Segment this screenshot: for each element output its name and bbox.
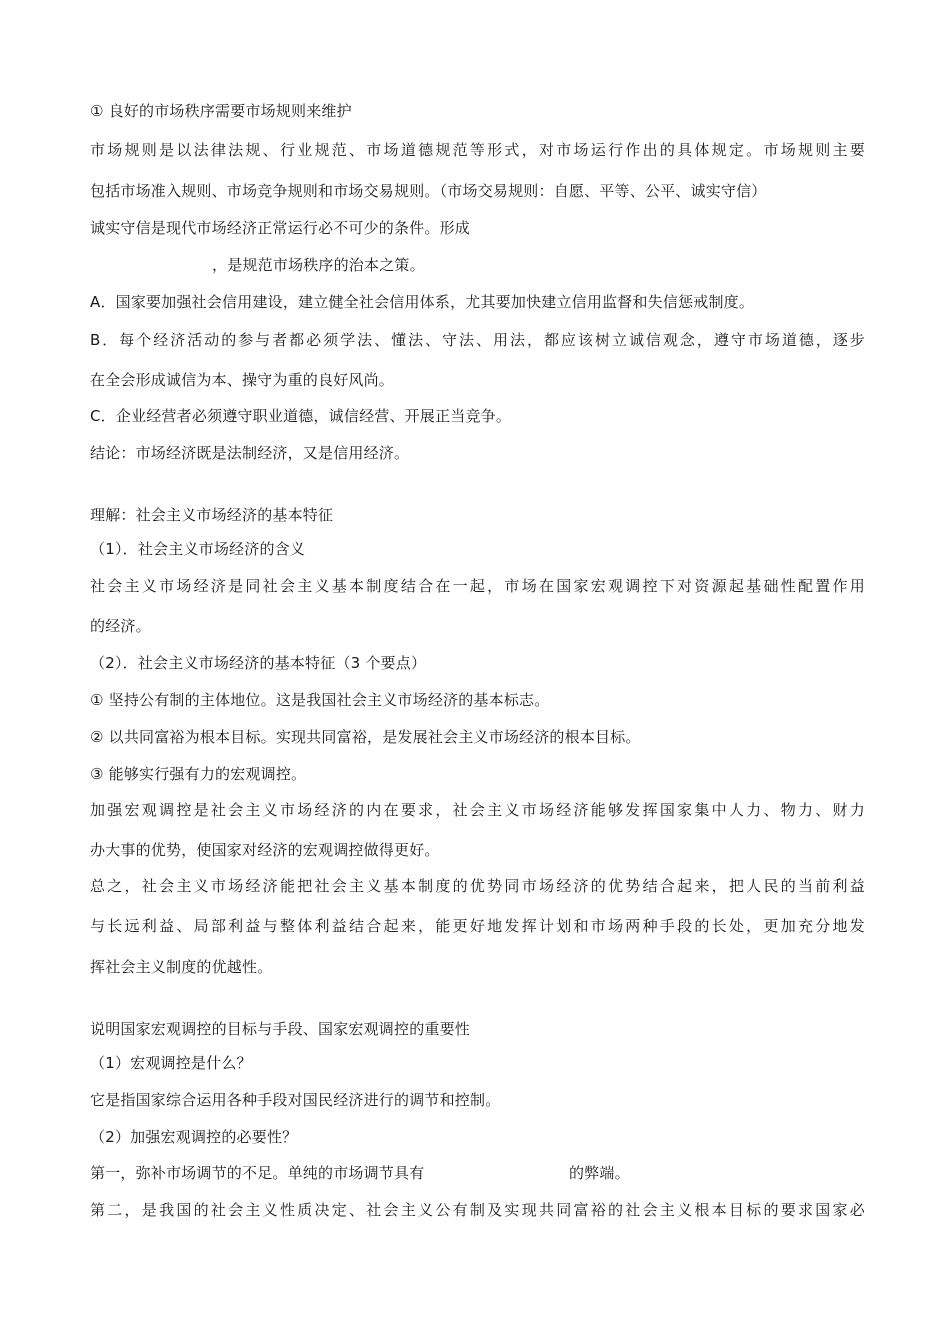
paragraph-market-rules-line2: 包括市场准入规则、市场竞争规则和市场交易规则。（市场交易规则：自愿、平等、公平、诚实守信）: [90, 182, 767, 200]
paragraph-summary-line1: 总之，社会主义市场经济能把社会主义基本制度的优势同市场经济的优势结合起来，把人民的当前利益: [90, 877, 865, 895]
list-item-c: C．企业经营者必须遵守职业道德，诚信经营、开展正当竞争。: [90, 407, 512, 425]
feature-item-3: ③ 能够实行强有力的宏观调控。: [90, 765, 307, 783]
section-heading-macro-control: 说明国家宏观调控的目标与手段、国家宏观调控的重要性: [90, 1020, 471, 1038]
answer-1: 它是指国家综合运用各种手段对国民经济进行的调节和控制。: [90, 1091, 501, 1109]
section-heading-socialist-market: 理解：社会主义市场经济的基本特征: [90, 506, 334, 524]
feature-item-1: ① 坚持公有制的主体地位。这是我国社会主义市场经济的基本标志。: [90, 691, 550, 709]
paragraph-summary-line2: 与长远利益、局部利益与整体利益结合起来，能更好地发挥计划和市场两种手段的长处，更加充分地发: [90, 917, 865, 935]
reason-1-cont: 的弊端。: [569, 1164, 630, 1182]
subheading-definition: （1）．社会主义市场经济的含义: [90, 540, 306, 558]
reason-1: 第一，弥补市场调节的不足。单纯的市场调节具有: [90, 1164, 425, 1182]
conclusion: 结论：市场经济既是法制经济，又是信用经济。: [90, 444, 410, 462]
paragraph-definition-line1: 社会主义市场经济是同社会主义基本制度结合在一起，市场在国家宏观调控下对资源起基础性配置作用: [90, 577, 865, 595]
reason-2: 第二，是我国的社会主义性质决定、社会主义公有制及实现共同富裕的社会主义根本目标的要求国家必: [90, 1201, 865, 1219]
paragraph-macro-control-line2: 办大事的优势，使国家对经济的宏观调控做得更好。: [90, 841, 440, 859]
list-item-a: A．国家要加强社会信用建设，建立健全社会信用体系，尤其要加快建立信用监督和失信惩戒制度。: [90, 293, 755, 311]
question-2: （2）加强宏观调控的必要性？: [90, 1128, 298, 1146]
list-item-b-line2: 在全会形成诚信为本、操守为重的良好风尚。: [90, 371, 395, 389]
paragraph-macro-control-line1: 加强宏观调控是社会主义市场经济的内在要求，社会主义市场经济能够发挥国家集中人力、物力、财力: [90, 801, 865, 819]
subheading-features: （2）．社会主义市场经济的基本特征（3 个要点）: [90, 654, 427, 672]
paragraph-definition-line2: 的经济。: [90, 617, 151, 635]
paragraph-honesty: 诚实守信是现代市场经济正常运行必不可少的条件。形成: [90, 219, 471, 237]
paragraph-market-rules-line1: 市场规则是以法律法规、行业规范、市场道德规范等形式，对市场运行作出的具体规定。市场规则主要: [90, 141, 865, 159]
feature-item-2: ② 以共同富裕为根本目标。实现共同富裕，是发展社会主义市场经济的根本目标。: [90, 728, 641, 746]
heading-market-order: ① 良好的市场秩序需要市场规则来维护: [90, 102, 352, 120]
question-1: （1）宏观调控是什么？: [90, 1054, 252, 1072]
list-item-b-line1: B．每个经济活动的参与者都必须学法、懂法、守法、用法，都应该树立诚信观念，遵守市场道德，逐步: [90, 331, 865, 349]
paragraph-summary-line3: 挥社会主义制度的优越性。: [90, 958, 273, 976]
paragraph-honesty-cont: ，是规范市场秩序的治本之策。: [212, 256, 425, 274]
